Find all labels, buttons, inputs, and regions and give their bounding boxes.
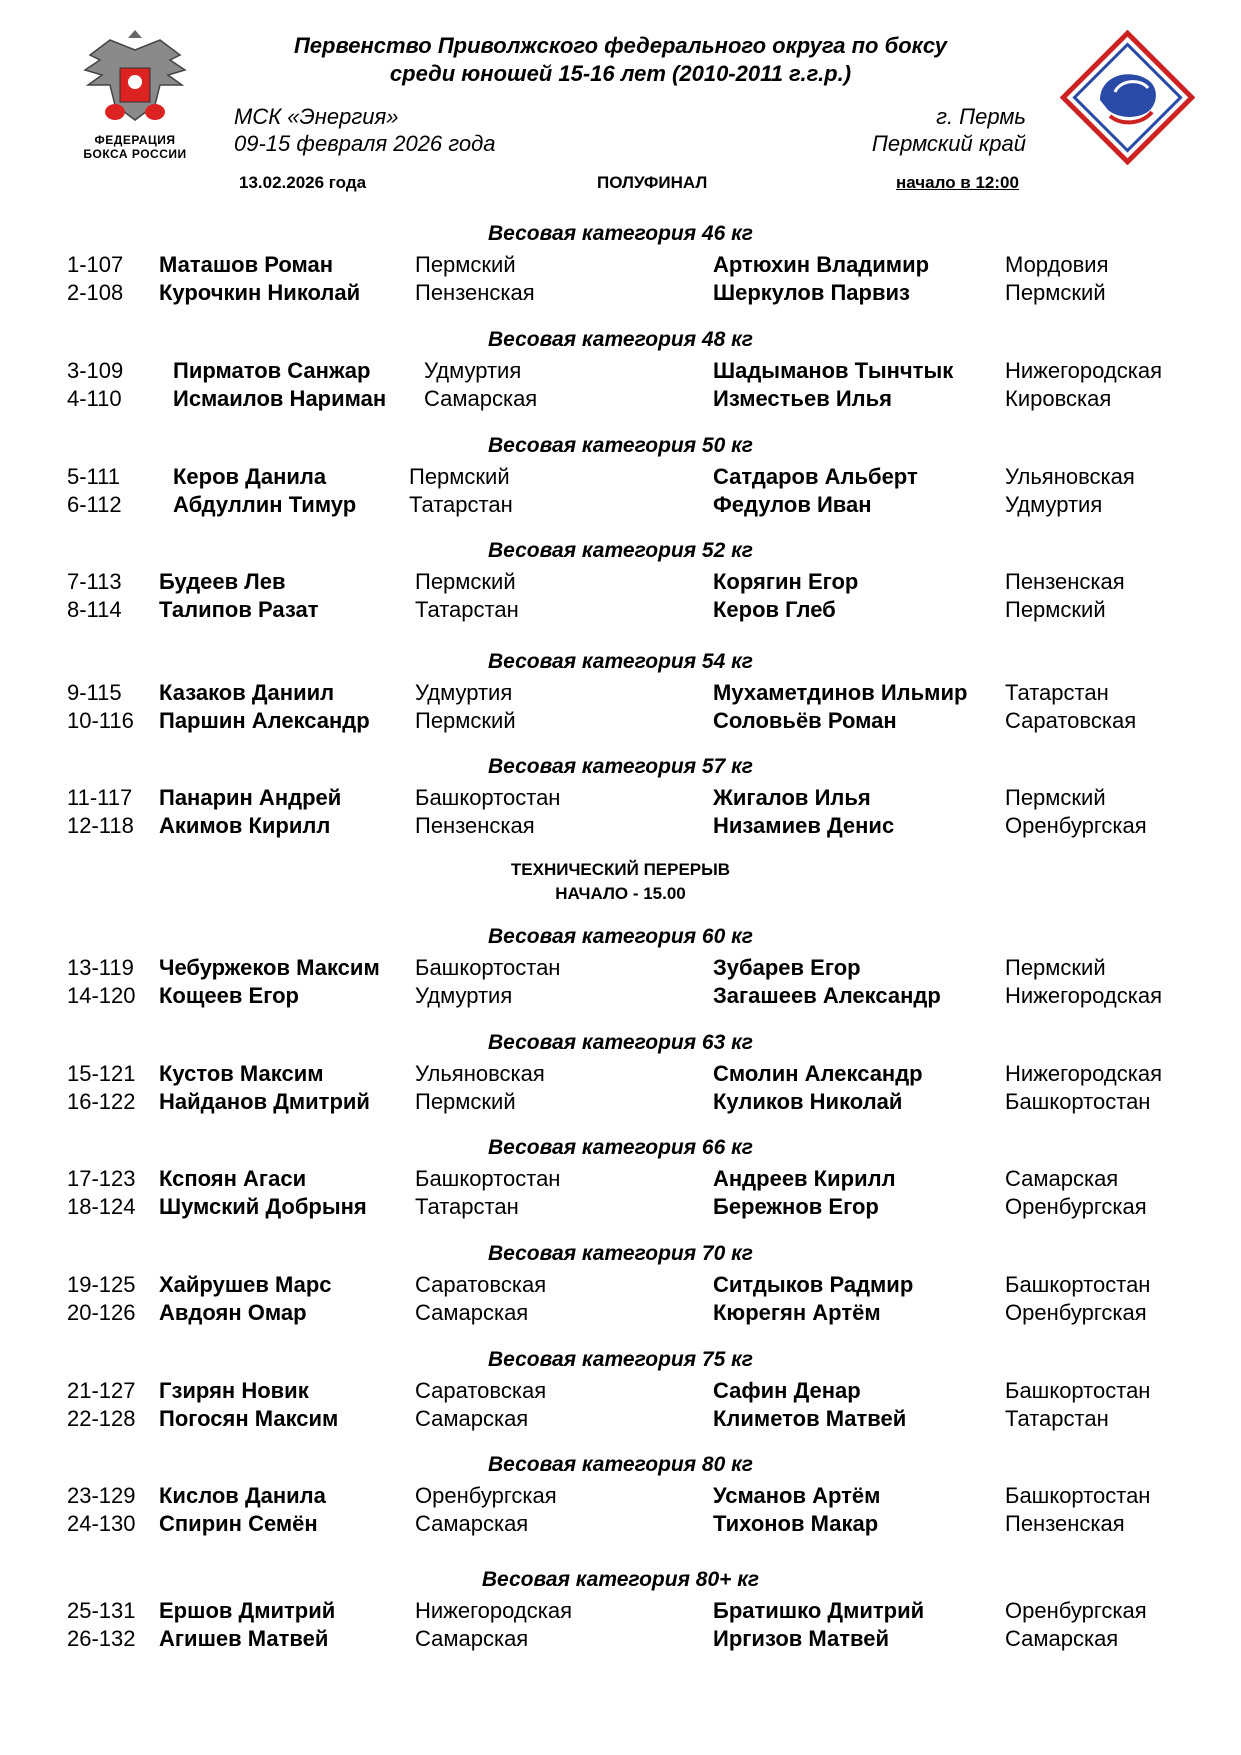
boxer2-region: Башкортостан [1005, 1272, 1151, 1297]
boxer1-name: Талипов Разат [159, 597, 319, 622]
bout-row [0, 385, 1241, 413]
weight-category-title: Весовая категория 63 кг [488, 1031, 753, 1054]
boxer1-region: Самарская [415, 1511, 529, 1536]
bout-row [0, 463, 1241, 491]
boxer1-region: Самарская [415, 1300, 529, 1325]
bout-row [0, 982, 1241, 1010]
bout-number: 8-114 [67, 597, 122, 622]
boxer1-name: Исмаилов Нариман [173, 386, 387, 411]
bout-number: 10-116 [67, 708, 134, 733]
bout-number: 25-131 [67, 1598, 136, 1623]
boxer2-region: Удмуртия [1005, 492, 1103, 517]
venue: МСК «Энергия» [234, 104, 399, 129]
boxer2-name: Сатдаров Альберт [713, 464, 918, 489]
boxer2-region: Пермский [1005, 955, 1106, 980]
city: г. Пермь [936, 104, 1026, 129]
weight-category-title: Весовая категория 80+ кг [481, 1568, 760, 1591]
boxer1-name: Кислов Данила [159, 1483, 326, 1508]
boxer1-name: Паршин Александр [159, 708, 370, 733]
boxer1-name: Маташов Роман [159, 252, 334, 277]
bout-row [0, 1088, 1241, 1116]
boxer1-region: Пермский [415, 1089, 516, 1114]
boxer1-name: Шумский Добрыня [159, 1194, 367, 1219]
boxer2-name: Жигалов Илья [713, 785, 871, 810]
boxer1-region: Татарстан [409, 492, 513, 517]
bout-number: 19-125 [67, 1272, 136, 1297]
boxer2-region: Пензенская [1005, 569, 1125, 594]
bout-number: 20-126 [67, 1300, 136, 1325]
bout-number: 7-113 [67, 569, 122, 594]
boxer2-name: Андреев Кирилл [713, 1166, 896, 1191]
boxer1-name: Пирматов Санжар [173, 358, 371, 383]
bout-number: 2-108 [67, 280, 124, 305]
boxer1-region: Пермский [415, 252, 516, 277]
bout-number: 4-110 [67, 386, 122, 411]
boxer2-name: Куликов Николай [713, 1089, 903, 1114]
boxer2-name: Смолин Александр [713, 1061, 923, 1086]
bout-number: 1-107 [67, 252, 124, 277]
boxer2-name: Изместьев Илья [713, 386, 892, 411]
bout-row [0, 1482, 1241, 1510]
boxer1-name: Курочкин Николай [159, 280, 361, 305]
boxer1-name: Кустов Максим [159, 1061, 324, 1086]
weight-category-title: Весовая категория 80 кг [488, 1453, 753, 1476]
bout-number: 17-123 [67, 1166, 136, 1191]
bout-row [0, 812, 1241, 840]
boxer1-region: Пензенская [415, 280, 535, 305]
bout-number: 14-120 [67, 983, 136, 1008]
bout-row [0, 568, 1241, 596]
weight-category-title: Весовая категория 48 кг [488, 328, 753, 351]
boxer2-region: Нижегородская [1005, 1061, 1162, 1086]
boxer2-region: Самарская [1005, 1166, 1119, 1191]
bout-number: 9-115 [67, 680, 122, 705]
bout-row [0, 1299, 1241, 1327]
boxer2-region: Мордовия [1005, 252, 1109, 277]
bout-number: 12-118 [67, 813, 134, 838]
bout-row [0, 784, 1241, 812]
boxer1-name: Авдоян Омар [159, 1300, 307, 1325]
bout-row [0, 1271, 1241, 1299]
boxer1-region: Удмуртия [424, 358, 522, 383]
dates: 09-15 февраля 2026 года [234, 131, 496, 156]
boxer2-name: Соловьёв Роман [713, 708, 897, 733]
bout-number: 3-109 [67, 358, 124, 383]
boxer1-region: Оренбургская [415, 1483, 557, 1508]
weight-category-title: Весовая категория 66 кг [488, 1136, 753, 1159]
bout-row [0, 251, 1241, 279]
day-date: 13.02.2026 года [239, 173, 367, 192]
bout-number: 22-128 [67, 1406, 136, 1431]
weight-category-title: Весовая категория 50 кг [488, 434, 753, 457]
bout-number: 16-122 [67, 1089, 136, 1114]
boxer1-region: Пензенская [415, 813, 535, 838]
break-time: НАЧАЛО - 15.00 [555, 884, 686, 903]
weight-category-title: Весовая категория 75 кг [488, 1348, 753, 1371]
boxer1-region: Удмуртия [415, 680, 513, 705]
title-line1: Первенство Приволжского федерального округа по боксу [293, 33, 948, 58]
boxer1-region: Саратовская [415, 1272, 547, 1297]
region: Пермский край [871, 131, 1026, 156]
boxer2-name: Шадыманов Тынчтык [713, 358, 954, 383]
boxer1-name: Керов Данила [173, 464, 327, 489]
boxer2-name: Тихонов Макар [713, 1511, 879, 1536]
boxer1-name: Чебуржеков Максим [159, 955, 380, 980]
weight-category-title: Весовая категория 57 кг [488, 755, 753, 778]
boxer2-name: Усманов Артём [713, 1483, 881, 1508]
title-line2: среди юношей 15-16 лет (2010-2011 г.г.р.) [389, 61, 852, 86]
bout-row [0, 1405, 1241, 1433]
bout-number: 24-130 [67, 1511, 136, 1536]
boxer1-name: Хайрушев Марс [159, 1272, 332, 1297]
boxer1-region: Башкортостан [415, 1166, 561, 1191]
boxer2-region: Саратовская [1005, 708, 1137, 733]
boxer2-region: Татарстан [1005, 680, 1109, 705]
boxer1-name: Казаков Даниил [159, 680, 335, 705]
bout-number: 13-119 [67, 955, 134, 980]
bout-row [0, 1510, 1241, 1538]
boxer2-name: Артюхин Владимир [713, 252, 930, 277]
boxer2-name: Сафин Денар [713, 1378, 861, 1403]
boxer2-name: Шеркулов Парвиз [713, 280, 910, 305]
boxer1-region: Татарстан [415, 597, 519, 622]
bout-row [0, 679, 1241, 707]
boxer2-name: Ситдыков Радмир [713, 1272, 914, 1297]
boxer1-region: Башкортостан [415, 955, 561, 980]
boxer1-region: Самарская [415, 1406, 529, 1431]
bout-row [0, 1377, 1241, 1405]
boxer1-name: Акимов Кирилл [159, 813, 331, 838]
boxer2-region: Нижегородская [1005, 358, 1162, 383]
boxer1-region: Пермский [415, 569, 516, 594]
boxer1-name: Агишев Матвей [159, 1626, 329, 1651]
bout-row [0, 1597, 1241, 1625]
bout-number: 23-129 [67, 1483, 136, 1508]
boxer1-region: Самарская [415, 1626, 529, 1651]
stage-label: ПОЛУФИНАЛ [597, 173, 708, 192]
break-title: ТЕХНИЧЕСКИЙ ПЕРЕРЫВ [510, 860, 731, 879]
boxer2-region: Нижегородская [1005, 983, 1162, 1008]
boxer1-region: Саратовская [415, 1378, 547, 1403]
boxer2-name: Федулов Иван [713, 492, 872, 517]
bout-number: 26-132 [67, 1626, 136, 1651]
boxer1-name: Кощеев Егор [159, 983, 299, 1008]
boxer1-region: Татарстан [415, 1194, 519, 1219]
boxer2-region: Кировская [1005, 386, 1112, 411]
bout-number: 11-117 [67, 785, 133, 810]
boxer1-name: Абдуллин Тимур [173, 492, 357, 517]
bout-row [0, 1060, 1241, 1088]
bout-row [0, 596, 1241, 624]
weight-category-title: Весовая категория 70 кг [488, 1242, 753, 1265]
logo-text-line2: БОКСА РОССИИ [83, 147, 187, 161]
bout-number: 21-127 [67, 1378, 136, 1403]
bout-row [0, 954, 1241, 982]
bout-row [0, 707, 1241, 735]
bout-number: 6-112 [67, 492, 122, 517]
logo-text-line1: ФЕДЕРАЦИЯ [94, 133, 176, 147]
boxer2-name: Зубарев Егор [713, 955, 861, 980]
bout-number: 18-124 [67, 1194, 136, 1219]
boxer2-region: Башкортостан [1005, 1089, 1151, 1114]
boxer1-name: Гзирян Новик [159, 1378, 309, 1403]
boxer1-region: Нижегородская [415, 1598, 572, 1623]
bout-number: 5-111 [67, 464, 121, 489]
bout-row [0, 279, 1241, 307]
boxer2-region: Оренбургская [1005, 1300, 1147, 1325]
weight-category-title: Весовая категория 52 кг [488, 539, 753, 562]
boxer1-name: Спирин Семён [159, 1511, 318, 1536]
boxer1-region: Ульяновская [415, 1061, 545, 1086]
boxer2-name: Керов Глеб [713, 597, 836, 622]
boxer2-name: Климетов Матвей [713, 1406, 907, 1431]
bout-row [0, 1193, 1241, 1221]
boxer2-region: Пензенская [1005, 1511, 1125, 1536]
boxer1-region: Удмуртия [415, 983, 513, 1008]
boxer1-name: Ершов Дмитрий [159, 1598, 336, 1623]
weight-category-title: Весовая категория 60 кг [488, 925, 753, 948]
boxer1-region: Самарская [424, 386, 538, 411]
boxer2-region: Оренбургская [1005, 1194, 1147, 1219]
boxer2-region: Башкортостан [1005, 1483, 1151, 1508]
boxer2-name: Загашеев Александр [713, 983, 941, 1008]
boxer1-name: Кспоян Агаси [159, 1166, 307, 1191]
boxer2-name: Кюрегян Артём [713, 1300, 881, 1325]
bout-row [0, 357, 1241, 385]
bout-row [0, 1625, 1241, 1653]
bout-row [0, 491, 1241, 519]
boxer1-name: Будеев Лев [159, 569, 286, 594]
boxer1-region: Башкортостан [415, 785, 561, 810]
boxer2-name: Иргизов Матвей [713, 1626, 889, 1651]
boxer2-region: Пермский [1005, 785, 1106, 810]
boxer1-region: Пермский [415, 708, 516, 733]
boxer2-name: Низамиев Денис [713, 813, 895, 838]
boxer1-region: Пермский [409, 464, 510, 489]
weight-category-title: Весовая категория 46 кг [488, 222, 753, 245]
boxer2-name: Мухаметдинов Ильмир [713, 680, 968, 705]
boxer2-name: Братишко Дмитрий [713, 1598, 925, 1623]
boxer2-region: Татарстан [1005, 1406, 1109, 1431]
boxer2-region: Оренбургская [1005, 1598, 1147, 1623]
boxer2-name: Корягин Егор [713, 569, 859, 594]
bout-number: 15-121 [67, 1061, 136, 1086]
boxer2-region: Оренбургская [1005, 813, 1147, 838]
boxer1-name: Панарин Андрей [159, 785, 342, 810]
boxer1-name: Погосян Максим [159, 1406, 339, 1431]
bout-row [0, 1165, 1241, 1193]
boxer2-region: Ульяновская [1005, 464, 1135, 489]
weight-category-title: Весовая категория 54 кг [488, 650, 753, 673]
boxer2-region: Самарская [1005, 1626, 1119, 1651]
boxer1-name: Найданов Дмитрий [159, 1089, 370, 1114]
start-time: начало в 12:00 [896, 173, 1019, 192]
boxer2-region: Пермский [1005, 280, 1106, 305]
boxer2-region: Башкортостан [1005, 1378, 1151, 1403]
boxer2-region: Пермский [1005, 597, 1106, 622]
boxer2-name: Бережнов Егор [713, 1194, 879, 1219]
